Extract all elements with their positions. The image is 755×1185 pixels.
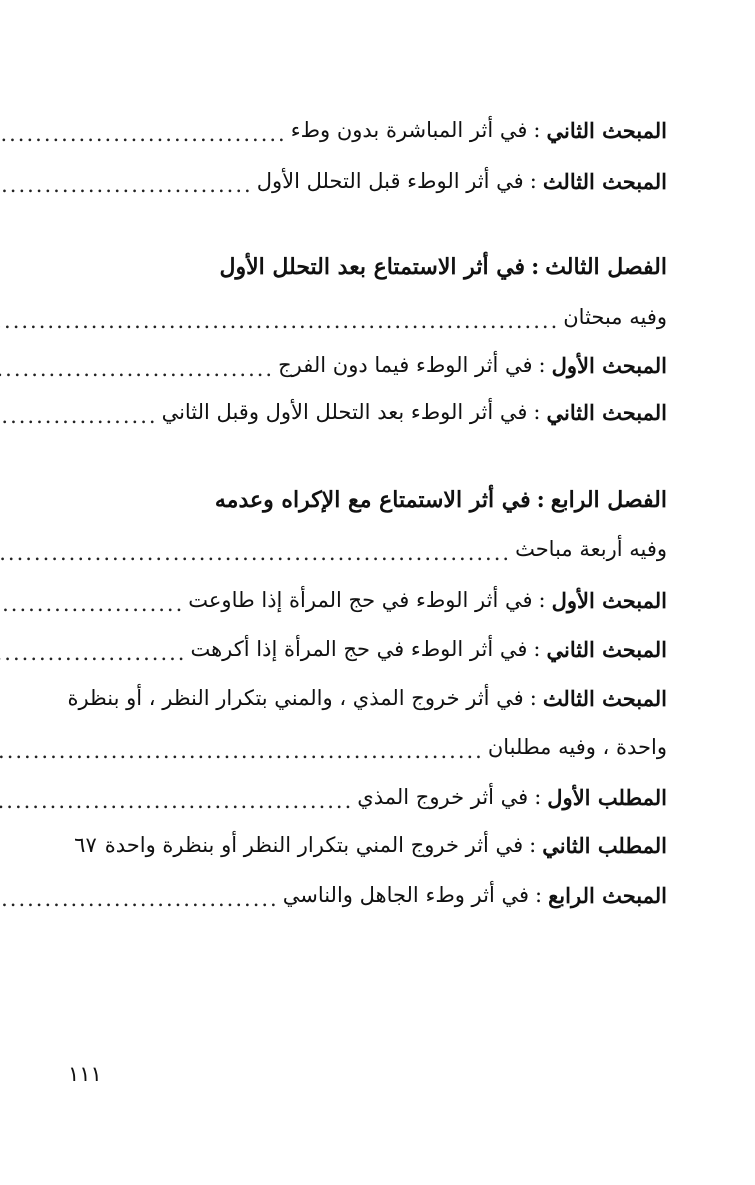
dot-leader <box>0 641 186 665</box>
entry-page-number: ٦٧ <box>74 833 97 857</box>
entry-title: في أثر الوطء قبل التحلل الأول <box>256 169 524 193</box>
entry-separator: : <box>538 353 546 377</box>
toc-entry[interactable] <box>74 825 667 865</box>
entry-title: في أثر خروج المذي <box>357 785 529 809</box>
entry-title: في أثر وطء الجاهل والناسي <box>282 883 530 907</box>
dot-leader <box>0 122 287 146</box>
entry-separator: : <box>529 169 537 193</box>
toc-entry[interactable] <box>88 529 667 569</box>
entry-title: في أثر خروج المني بتكرار النظر أو بنظرة واحدة <box>104 833 524 857</box>
dot-leader <box>0 592 184 616</box>
entry-title: وفيه أربعة مباحث <box>515 537 667 561</box>
dot-leader <box>0 887 279 911</box>
toc-entry-continuation[interactable] <box>88 727 667 767</box>
chapter-heading[interactable] <box>88 245 667 289</box>
dot-leader <box>0 357 274 381</box>
page-number: ١١١ <box>68 1062 102 1086</box>
dot-leader <box>0 541 511 565</box>
entry-separator: : <box>538 588 546 612</box>
toc-entry[interactable] <box>88 777 667 817</box>
entry-label: المبحث الثاني <box>546 636 667 662</box>
entry-title: في أثر الوطء بعد التحلل الأول وقبل الثاني <box>161 400 528 424</box>
toc-entry[interactable] <box>88 161 667 201</box>
entry-separator: : <box>529 686 537 710</box>
entry-separator: : <box>534 785 542 809</box>
toc-entry-multiline[interactable] <box>67 678 667 718</box>
chapter-label: الفصل الثالث <box>545 254 667 280</box>
toc-entry[interactable] <box>88 875 667 915</box>
toc-entry[interactable] <box>88 580 667 620</box>
entry-separator: : <box>533 400 541 424</box>
dot-leader <box>0 173 253 197</box>
toc-entry[interactable] <box>88 345 667 385</box>
entry-label: المبحث الثاني <box>546 399 667 425</box>
entry-separator: : <box>533 118 541 142</box>
chapter-separator: : <box>536 487 545 513</box>
entry-label: المبحث الثالث <box>542 685 667 711</box>
entry-separator: : <box>533 637 541 661</box>
dot-leader <box>0 309 559 333</box>
toc-entry[interactable] <box>88 392 667 432</box>
dot-leader <box>0 404 158 428</box>
chapter-separator: : <box>531 254 540 280</box>
chapter-title: في أثر الاستمتاع بعد التحلل الأول <box>219 254 526 280</box>
entry-label: المطلب الأول <box>547 784 667 810</box>
entry-title: في أثر الوطء فيما دون الفرج <box>278 353 533 377</box>
entry-label: المطلب الثاني <box>542 832 667 858</box>
toc-entry[interactable] <box>88 110 667 150</box>
entry-title: وفيه مبحثان <box>563 305 667 329</box>
chapter-label: الفصل الرابع <box>550 487 667 513</box>
entry-title: في أثر المباشرة بدون وطء <box>290 118 528 142</box>
toc-entry[interactable] <box>88 629 667 669</box>
entry-separator: : <box>535 883 543 907</box>
entry-label: المبحث الثالث <box>542 168 667 194</box>
toc-entry[interactable] <box>88 297 667 337</box>
entry-label: المبحث الأول <box>551 352 667 378</box>
entry-title: في أثر الوطء في حج المرأة إذا طاوعت <box>188 588 533 612</box>
entry-title: في أثر الوطء في حج المرأة إذا أكرهت <box>190 637 528 661</box>
dot-leader <box>0 739 484 763</box>
dot-leader <box>0 789 353 813</box>
entry-label: المبحث الثاني <box>546 117 667 143</box>
entry-separator: : <box>529 833 537 857</box>
chapter-heading[interactable] <box>88 478 667 522</box>
entry-label: المبحث الرابع <box>548 882 667 908</box>
entry-label: المبحث الأول <box>551 587 667 613</box>
entry-title-continuation: واحدة ، وفيه مطلبان <box>487 735 667 759</box>
entry-title: في أثر خروج المذي ، والمني بتكرار النظر ، أو بنظرة <box>67 686 524 710</box>
chapter-title: في أثر الاستمتاع مع الإكراه وعدمه <box>214 487 531 513</box>
